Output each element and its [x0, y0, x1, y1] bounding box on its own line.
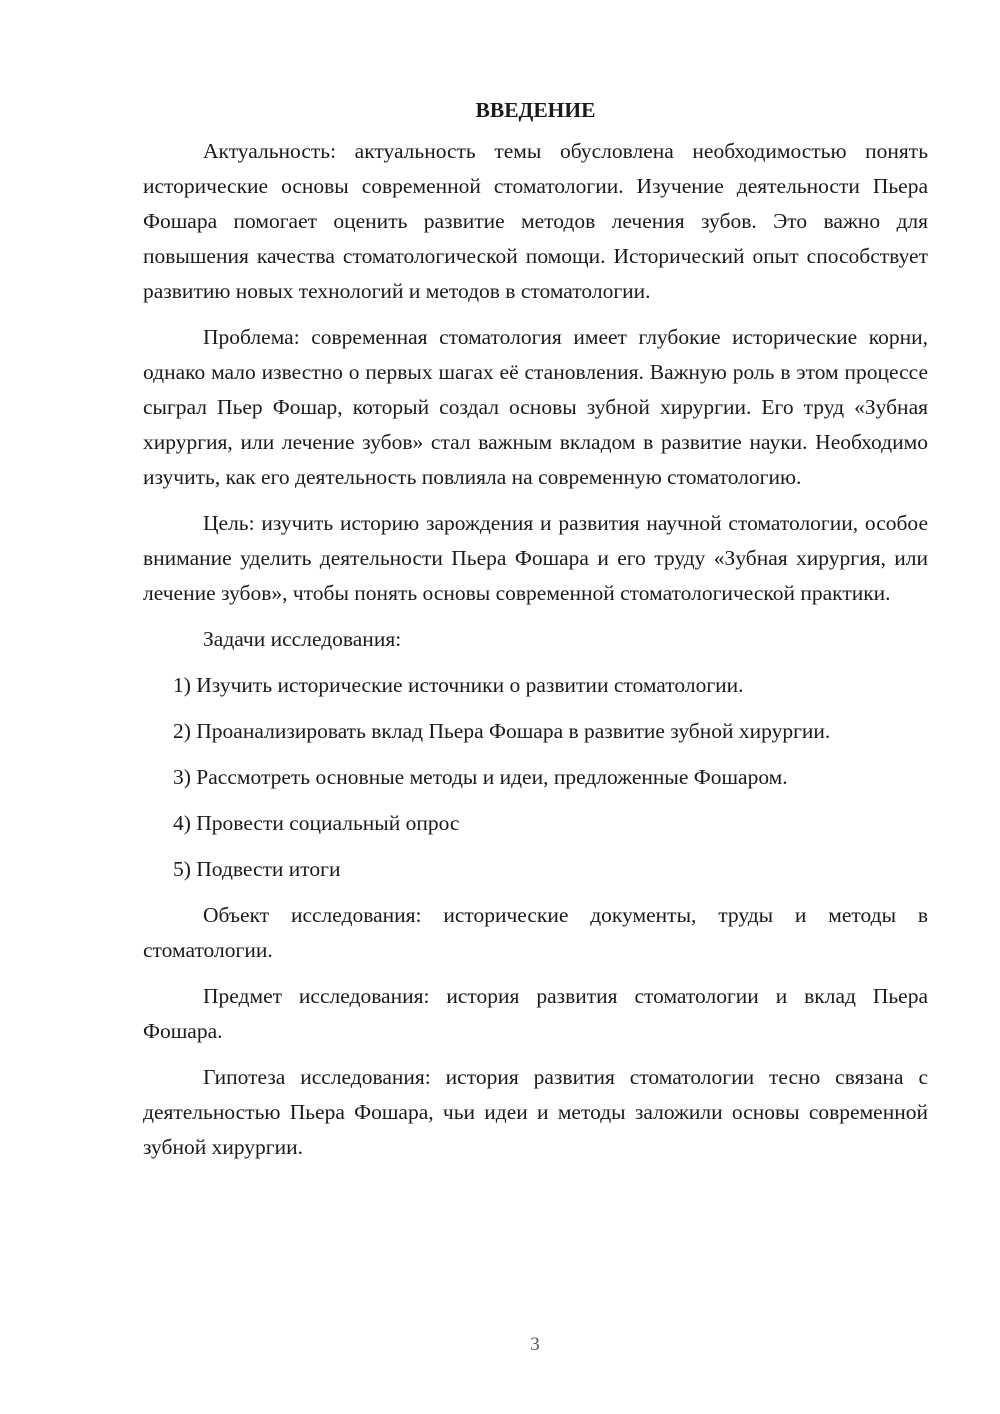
page-number: 3	[530, 1334, 540, 1355]
relevance-paragraph: Актуальность: актуальность темы обусловлена необходимостью понять исторические основы современной стоматологии. Изучение деятельности Пьера Фошара помогает оценить развитие методов лечения зубов. Это важно для повышения качества стоматологической помощи. Исторический опыт способствует развитию новых технологий и методов в стоматологии.	[143, 139, 928, 303]
task-item-3: 3) Рассмотреть основные методы и идеи, предложенные Фошаром.	[173, 765, 788, 789]
tasks-heading: Задачи исследования:	[203, 627, 402, 651]
document-page	[143, 92, 928, 1176]
section-title: ВВЕДЕНИЕ	[475, 98, 596, 122]
task-item-4: 4) Провести социальный опрос	[173, 811, 460, 835]
task-item-2: 2) Проанализировать вклад Пьера Фошара в развитие зубной хирургии.	[173, 719, 831, 743]
object-paragraph: Объект исследования: исторические документы, труды и методы в стоматологии.	[143, 903, 928, 962]
task-item-1: 1) Изучить исторические источники о развитии стоматологии.	[173, 673, 744, 697]
problem-paragraph: Проблема: современная стоматология имеет глубокие исторические корни, однако мало известно о первых шагах её становления. Важную роль в этом процессе сыграл Пьер Фошар, который создал основы зубной хирургии. Его труд «Зубная хирургия, или лечение зубов» стал важным вкладом в развитие науки. Необходимо изучить, как его деятельность повлияла на современную стоматологию.	[143, 325, 928, 489]
subject-paragraph: Предмет исследования: история развития стоматологии и вклад Пьера Фошара.	[143, 984, 928, 1043]
hypothesis-paragraph: Гипотеза исследования: история развития стоматологии тесно связана с деятельностью Пьера Фошара, чьи идеи и методы заложили основы современной зубной хирургии.	[143, 1065, 928, 1159]
goal-paragraph: Цель: изучить историю зарождения и развития научной стоматологии, особое внимание уделить деятельности Пьера Фошара и его труду «Зубная хирургия, или лечение зубов», чтобы понять основы современной стоматологической практики.	[143, 511, 928, 605]
task-item-5: 5) Подвести итоги	[173, 857, 341, 881]
